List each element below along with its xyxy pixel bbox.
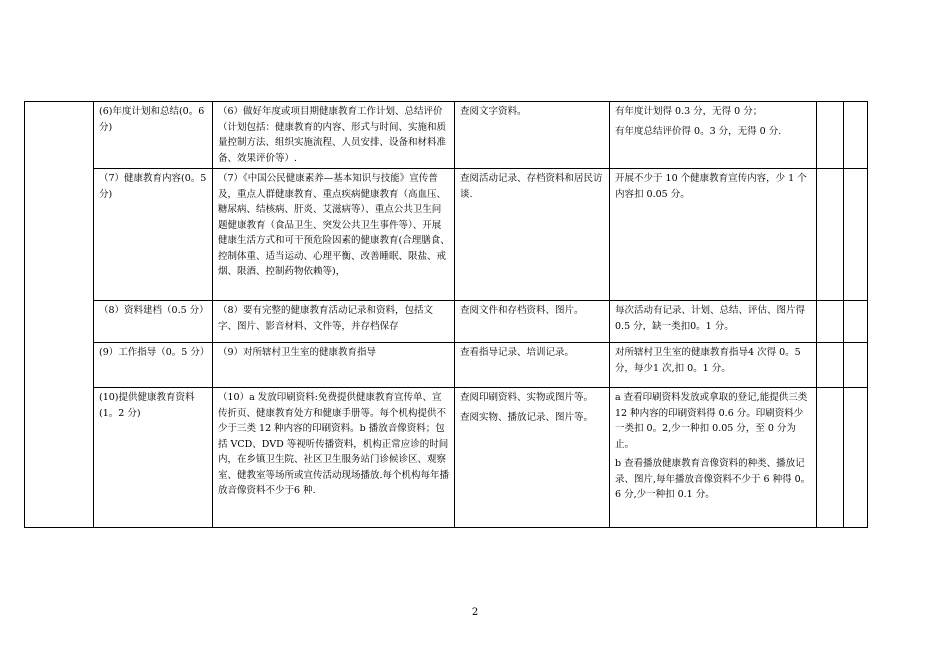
item-cell: (10)提供健康教育资料(1。2 分): [94, 388, 213, 528]
item-cell: （8）资料建档（0.5 分）: [94, 301, 213, 343]
score-cell: [817, 388, 844, 528]
remark-cell: [844, 102, 868, 169]
method-line: 查阅印刷资料、实物或图片等。: [460, 392, 594, 403]
scoring-line: a 查看印刷资料发放或拿取的登记,能提供三类 12 种内容的印刷资料得 0.6 分。印刷资料少一类扣 0。2,少一种扣 0.05 分，至 0 分为止。: [615, 392, 808, 450]
method-cell: 查阅文字资料。: [455, 102, 610, 169]
content-cell: （7）《中国公民健康素养—基本知识与技能》宣传普及，重点人群健康教育、重点疾病健康教育（高血压、糖尿病、结核病、肝炎、艾滋病等）、重点公共卫生问题健康教育（食品卫生、突发公共卫生事件等）、开展健康生活方式和可干预危险因素的健康教育(合理膳食、控制体重、适当运动、心理平衡、改善睡眠、限盐、戒烟、限酒、控制药物依赖等)，: [213, 169, 455, 301]
scoring-cell: [610, 102, 817, 169]
scoring-line: b 查看播放健康教育音像资料的种类、播放记录、图片,每年播放音像资料不少于 6 种得 0。6 分,少一种扣 0.1 分。: [615, 458, 811, 500]
content-cell: （10）a 发放印刷资料:免费提供健康教育宣传单、宣传折页、健康教育处方和健康手册等。每个机构提供不少于三类 12 种内容的印刷资料。b 播放音像资料；包括 VCD、DVD 等视听传播资料，机构正常应诊的时间内，在乡镇卫生院、社区卫生服务站门诊候诊区、观察室、健教室等场所或宣传活动现场播放.每个机构每年播放音像资料不少于6 种.: [213, 388, 455, 528]
method-cell: [455, 388, 610, 528]
method-cell: 查阅活动记录、存档资料和居民访谈.: [455, 169, 610, 301]
method-line: 查阅实物、播放记录、图片等。: [460, 411, 594, 423]
scoring-line: 每次活动有记录、计划、总结、评估、图片得 0.5 分，缺一类扣0。1 分。: [615, 305, 806, 332]
scoring-line: 有年度计划得 0.3 分，无得 0 分；: [615, 106, 763, 117]
scoring-line: 开展不少于 10 个健康教育宣传内容，少 1 个内容扣 0.05 分。: [615, 173, 807, 200]
scoring-line: 有年度总结评价得 0。3 分，无得 0 分.: [615, 125, 782, 137]
scoring-cell: [610, 301, 817, 343]
item-cell: (9）工作指导（0。5 分）: [94, 343, 213, 388]
scoring-line: 对所辖村卫生室的健康教育指导4 次得 0。5 分，每少1 次,扣 0。1 分。: [615, 347, 801, 374]
remark-cell: [844, 169, 868, 301]
scoring-cell: [610, 343, 817, 388]
table-row: [25, 343, 868, 388]
score-cell: [817, 343, 844, 388]
content-cell: （6）做好年度或项目期健康教育工作计划、总结评价（计划包括：健康教育的内容、形式与时间、实施和质量控制方法、组织实施流程、人员安排、设备和材料准备、效果评价等）.: [213, 102, 455, 169]
scoring-cell: [610, 388, 817, 528]
score-cell: [817, 301, 844, 343]
table-row: [25, 169, 868, 301]
remark-cell: [844, 343, 868, 388]
method-cell: 查阅文件和存档资料、图片。: [455, 301, 610, 343]
table-row: [25, 388, 868, 528]
table-row: [25, 301, 868, 343]
remark-cell: [844, 388, 868, 528]
table-row: [25, 102, 868, 169]
remark-cell: [844, 301, 868, 343]
evaluation-table: [24, 101, 868, 528]
method-cell: 查看指导记录、培训记录。: [455, 343, 610, 388]
page-number: 2: [471, 607, 479, 618]
content-cell: （9）对所辖村卫生室的健康教育指导: [213, 343, 455, 388]
item-cell: （7）健康教育内容(0。5分): [94, 169, 213, 301]
scoring-cell: [610, 169, 817, 301]
score-cell: [817, 169, 844, 301]
category-cell: [25, 102, 94, 528]
score-cell: [817, 102, 844, 169]
item-cell: (6)年度计划和总结(0。6分): [94, 102, 213, 169]
content-cell: （8）要有完整的健康教育活动记录和资料，包括文字、图片、影音材料、文件等，并存档保存: [213, 301, 455, 343]
